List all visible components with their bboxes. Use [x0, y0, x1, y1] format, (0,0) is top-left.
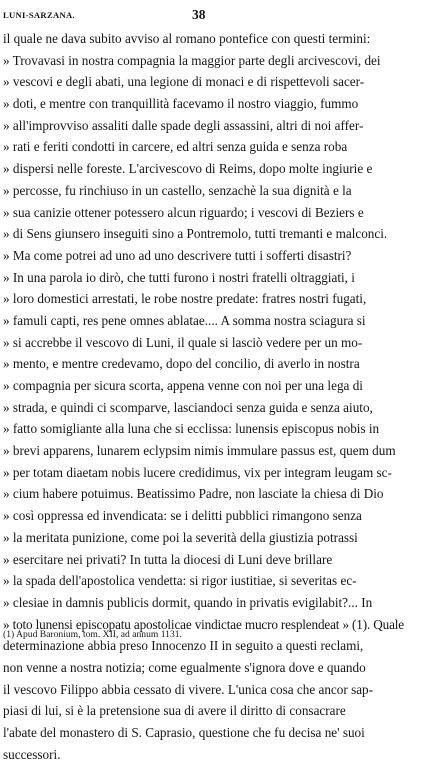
text-line: » rati e feriti condotti in carcere, ed altri senza guida e senza roba: [3, 139, 348, 155]
text-line: » strada, e quindi ci scomparve, lasciandoci senza guida e senza aiuto,: [3, 399, 373, 415]
text-line: » esercitare nei privati? In tutta la diocesi di Luni deve brillare: [3, 551, 333, 567]
text-line: » In una parola io dirò, che tutti furono i nostri fratelli oltraggiati, i: [3, 269, 355, 285]
text-line: » la meritata punizione, come poi la severità della giustizia potrassi: [3, 529, 358, 545]
footnote: (1) Apud Baronium, tom. XII, ad annum 1131.: [3, 629, 182, 640]
page-header: [3, 7, 415, 24]
text-line: » percosse, fu rinchiuso in un castello, senzachè la sua dignità e la: [3, 182, 352, 198]
page-number: 38: [192, 7, 206, 22]
text-line: il vescovo Filippo abbia cessato di vivere. L'unica cosa che ancor sap-: [3, 681, 374, 697]
body-text: [3, 28, 415, 765]
text-line: » clesiae in damnis publicis dormit, quando in privatis evigilabit?... In: [3, 594, 373, 610]
running-head: LUNI-SARZANA.: [3, 10, 75, 20]
text-line: » compagnia per sicura scorta, appena venne con noi per una lega di: [3, 378, 363, 393]
text-line: » vescovi e degli abati, una legione di monaci e di rispettevoli sacer-: [3, 74, 365, 90]
text-line: » la spada dell'apostolica vendetta: si rigor iustitiae, si severitas ec-: [3, 573, 357, 589]
text-line: l'abate del monastero di S. Caprasio, questione che fu decisa ne' suoi: [3, 725, 365, 740]
text-line: » di Sens giunsero inseguiti sino a Pontremolo, tutti tremanti e malconci.: [3, 226, 388, 242]
text-line: » mento, e mentre credevamo, dopo del concilio, di averlo in nostra: [3, 356, 360, 372]
text-line: » fatto somigliante alla luna che si ecclissa: lunensis episcopus nobis in: [3, 421, 380, 437]
text-line: successori.: [3, 746, 61, 762]
text-line: » toto lunensi episcopatu apostolicae vindictae mucro resplendeat » (1). Quale: [3, 616, 405, 632]
text-line: » così oppressa ed invendicata: se i delitti pubblici rimangono senza: [3, 508, 362, 524]
text-line: » Ma come potrei ad uno ad uno descrivere tutti i sofferti disastri?: [3, 247, 352, 263]
text-line: » dispersi nelle foreste. L'arcivescovo di Reims, dopo molte ingiurie e: [3, 161, 373, 177]
text-line: » cium habere potuimus. Beatissimo Padre, non lasciate la chiesa di Dio: [3, 486, 384, 502]
text-line: » doti, e mentre con tranquillità facevamo il nostro viaggio, fummo: [3, 96, 359, 112]
text-line: determinazione abbia preso Innocenzo II in seguito a questi reclami,: [3, 638, 364, 654]
text-line: » sua canizie ottener potessero alcun riguardo; i vescovi di Beziers e: [3, 204, 364, 220]
text-line: non venne a nostra notizia; come egualmente s'ignora dove e quando: [3, 659, 366, 675]
text-line: il quale ne dava subito avviso al romano pontefice con questi termini:: [3, 31, 371, 46]
text-line: » all'improvviso assaliti dalle spade degli assassini, altri di noi affer-: [3, 117, 364, 133]
text-line: » Trovavasi in nostra compagnia la maggior parte degli arcivescovi, dei: [3, 52, 381, 68]
text-line: » brevi apparens, lunarem eclypsim nimis immulare passus est, quem dum: [3, 443, 396, 459]
text-line: » loro domestici arrestati, le robe nostre predate: fratres nostri fugati,: [3, 291, 367, 307]
text-line: » per totam diaetam nobis lucere credidimus, vix per integram leugam sc-: [3, 464, 392, 480]
text-line: » si accrebbe il vescovo di Luni, il quale si lasciò vedere per un mo-: [3, 334, 363, 350]
text-line: » famuli capti, res pene omnes ablatae.... A somma nostra sciagura si: [3, 312, 366, 328]
text-line: piasi di lui, si è la pretensione sua di avere il diritto di consacrare: [3, 703, 346, 719]
